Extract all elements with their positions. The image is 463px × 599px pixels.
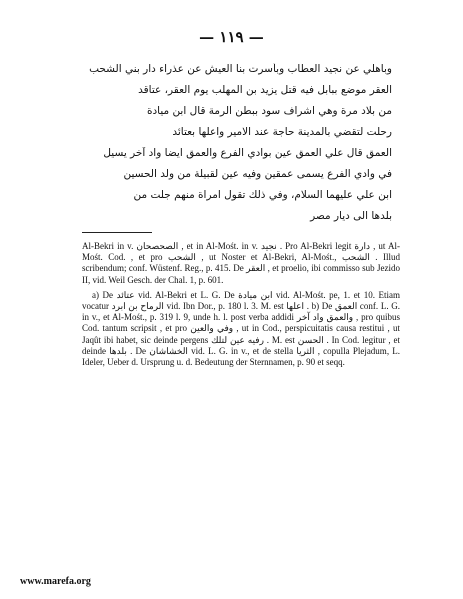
footnote-separator: [82, 232, 152, 233]
arabic-line-7: ابن علي عليهما السلام، وفي ذلك تقول امراة منهم جلت من: [133, 189, 392, 201]
arabic-line-4: رحلت لتقضي بالمدينة حاجة عند الامير واعلها بعتائد: [172, 126, 392, 138]
arabic-line-8: بلدها الى ديار مصر: [310, 210, 392, 222]
arabic-line-5: العمق قال علي العمق عين بوادي الفرع والعمق ايضا واد آخر يسيل: [103, 147, 392, 159]
footnotes: [82, 241, 400, 372]
page-number: — ١١٩ —: [199, 28, 264, 46]
footnote-2: a) De عتائد vid. Al-Bekri et L. G. De ابن ميادة vid. Al-Mośt. pe, 1. et 10. Etiam vocatur الرماح بن ابرد vid. Ibn Dor., p. 180 l. 3. M. est اعلها . b) De العمق conf. L. G. in v., et Al-Mośt., p. 319 l. 9, unde h. l. post verba addidi والعمق واد آخر , pro quibus Cod. tantum scripsit , et pro وفي والعين , ut in Cod., perspicuitatis causa restitui , ut Jaqût ibi habet, sic deinde pergens رفيه عين لتلك . M. est الحسن . In Cod. legitur , et deinde بلدها . De الخشاشان vid. L. G. in v., et de stella الثريا , copulla Plejadum, L. Ideler, Ueber d. Ursprung u. d. Bedeutung der Sternnamen, p. 90 et seqq.: [82, 289, 401, 368]
arabic-line-1: وباهلي عن نجيد العطاب وبأسرت بنا العيش عن عذراء دار بني الشحب: [89, 63, 392, 75]
arabic-line-3: من بلاد مرة وهي اشراف سود ببطن الرمة قال ابن ميادة: [146, 105, 392, 117]
footnote-1: Al-Bekri in v. الصحصحان , et in Al-Mośt. in v. نجيد . Pro Al-Bekri legit دارة , ut Al-Mośt. Cod. , et pro الشحب , ut Noster et Al-Bekri, Al-Mośt., الشحب . Illud scribendum; conf. Wüstenf. Reg., p. 415. De العقر , et proelio, ibi commisso sub Jezido II, vid. Weil Gesch. der Chal. 1, p. 601.: [82, 241, 401, 285]
site-watermark: www.marefa.org: [20, 576, 91, 587]
arabic-line-6: في وادي الفرع يسمى عمقين وفيه عين لقبيلة من ولد الحسين: [123, 168, 392, 180]
arabic-line-2: العقر موضع ببابل فيه قتل يزيد بن المهلب يوم العقر، عتاقد: [138, 84, 392, 96]
